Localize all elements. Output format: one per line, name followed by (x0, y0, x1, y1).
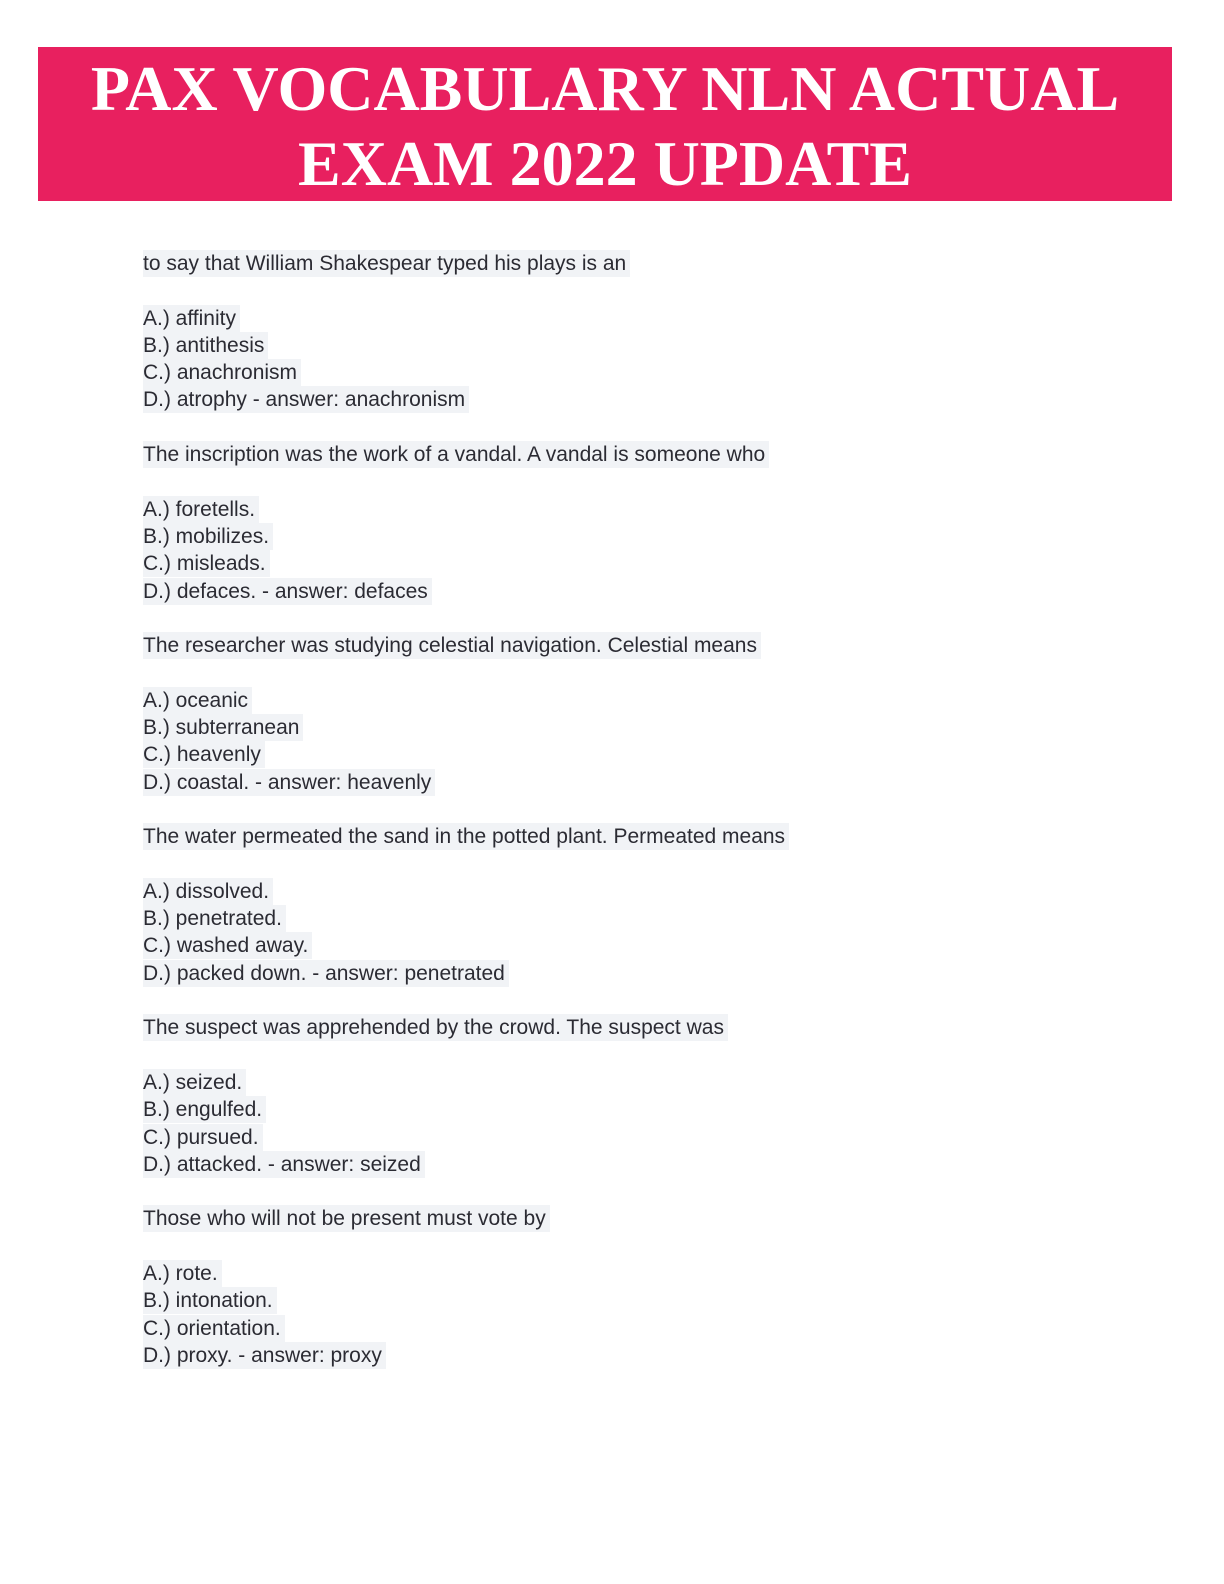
question-prompt: The water permeated the sand in the potted plant. Permeated means (143, 823, 789, 850)
question-3 (143, 632, 1143, 823)
option-d-with-answer: D.) defaces. - answer: defaces (143, 578, 432, 605)
question-prompt: The researcher was studying celestial navigation. Celestial means (143, 632, 761, 659)
title-banner (38, 47, 1172, 201)
option-c: C.) orientation. (143, 1315, 285, 1342)
option-b: B.) subterranean (143, 714, 303, 741)
option-d-with-answer: D.) atrophy - answer: anachronism (143, 386, 469, 413)
option-c: C.) heavenly (143, 741, 265, 768)
document-title (38, 47, 1172, 201)
question-1 (143, 250, 1143, 441)
question-prompt: Those who will not be present must vote by (143, 1205, 550, 1232)
option-c: C.) anachronism (143, 359, 301, 386)
question-6 (143, 1205, 1143, 1369)
question-5 (143, 1014, 1143, 1205)
question-prompt: to say that William Shakespear typed his plays is an (143, 250, 630, 277)
question-prompt: The inscription was the work of a vandal. A vandal is someone who (143, 441, 769, 468)
option-d-with-answer: D.) attacked. - answer: seized (143, 1151, 425, 1178)
option-b: B.) mobilizes. (143, 523, 273, 550)
option-a: A.) oceanic (143, 687, 252, 714)
question-list (143, 250, 1143, 1369)
option-d-with-answer: D.) proxy. - answer: proxy (143, 1342, 386, 1369)
option-c: C.) pursued. (143, 1124, 263, 1151)
option-d-with-answer: D.) packed down. - answer: penetrated (143, 960, 509, 987)
title-line-2: EXAM 2022 UPDATE (298, 128, 912, 199)
option-a: A.) dissolved. (143, 878, 273, 905)
title-line-1: PAX VOCABULARY NLN ACTUAL (90, 53, 1120, 124)
option-c: C.) washed away. (143, 932, 312, 959)
option-b: B.) antithesis (143, 332, 268, 359)
option-a: A.) affinity (143, 305, 240, 332)
option-c: C.) misleads. (143, 550, 270, 577)
option-d-with-answer: D.) coastal. - answer: heavenly (143, 769, 435, 796)
option-a: A.) foretells. (143, 496, 259, 523)
option-b: B.) penetrated. (143, 905, 286, 932)
option-b: B.) engulfed. (143, 1096, 266, 1123)
option-a: A.) seized. (143, 1069, 246, 1096)
option-b: B.) intonation. (143, 1287, 277, 1314)
question-prompt: The suspect was apprehended by the crowd. The suspect was (143, 1014, 728, 1041)
option-a: A.) rote. (143, 1260, 222, 1287)
question-4 (143, 823, 1143, 1014)
question-2 (143, 441, 1143, 632)
